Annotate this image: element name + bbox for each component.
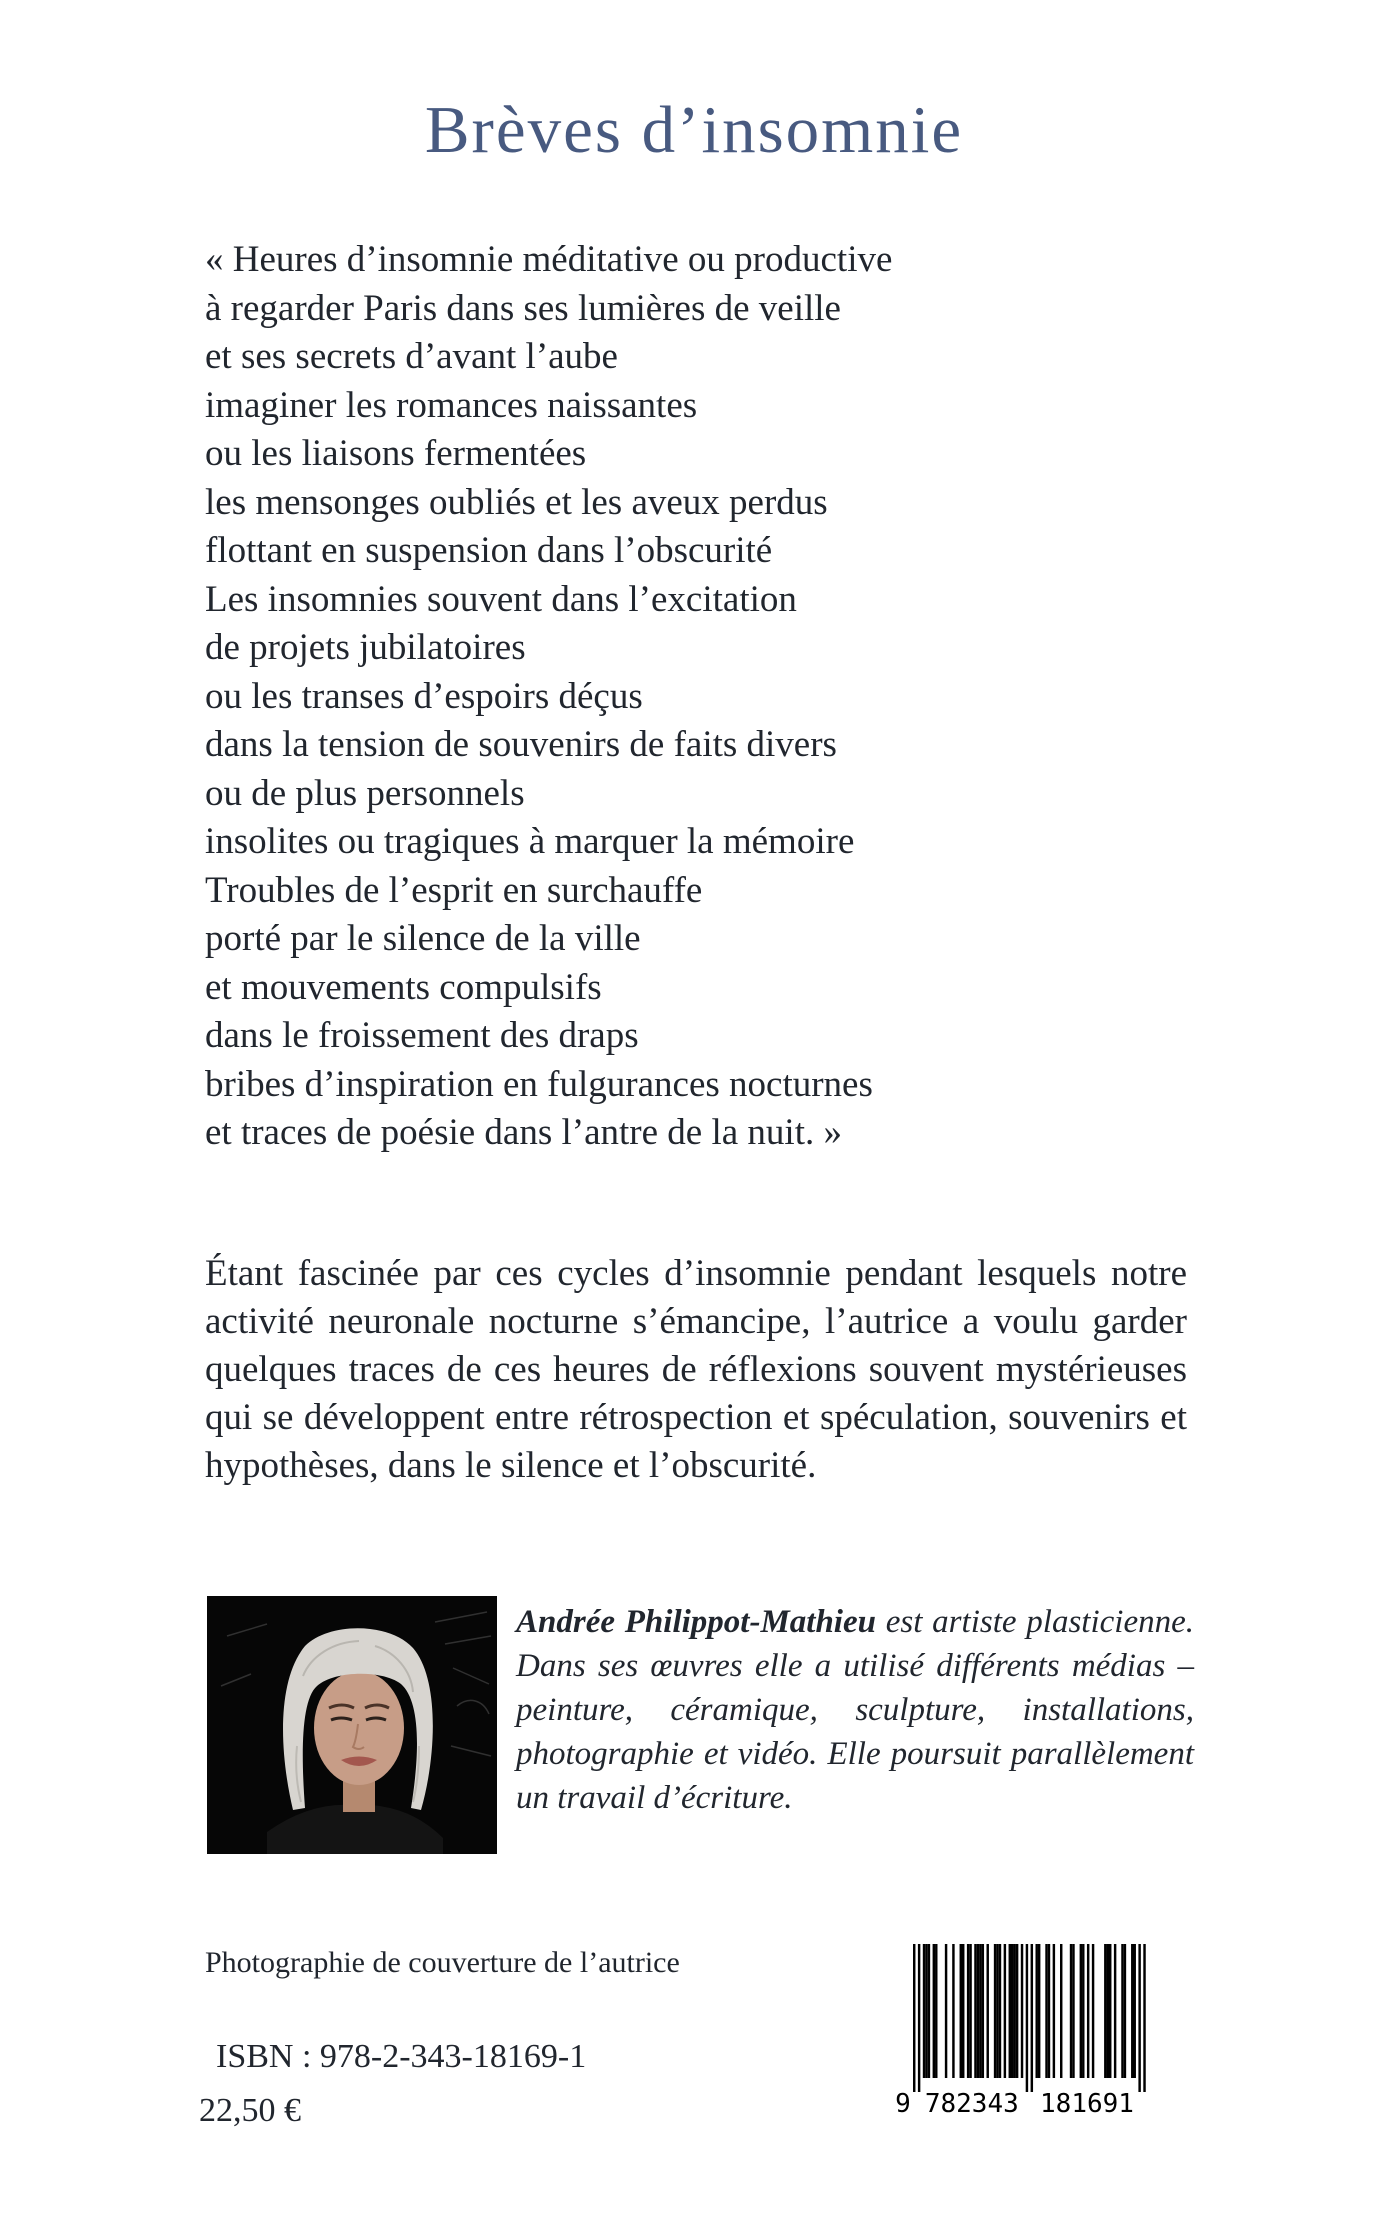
- poem-line: porté par le silence de la ville: [205, 918, 641, 959]
- poem-line: ou les liaisons fermentées: [205, 433, 587, 474]
- poem-line: bribes d’inspiration en fulgurances nocturnes: [205, 1063, 873, 1105]
- poem-line: insolites ou tragiques à marquer la mémoire: [205, 821, 855, 862]
- poem-line: dans la tension de souvenirs de faits divers: [205, 724, 837, 765]
- poem-line: « Heures d’insomnie méditative ou productive: [205, 239, 893, 280]
- poem-line: à regarder Paris dans ses lumières de veille: [205, 287, 841, 329]
- synopsis-paragraph: Étant fascinée par ces cycles d’insomnie pendant lesquels notre activité neuronale nocturne s’émancipe, l’autrice a voulu garder quelques traces de ces heures de réflexions souvent mystérieuses qui se développent entre rétrospection et spéculation, souvenirs et hypothèses, dans le silence et l’obscurité.: [205, 1253, 1187, 1486]
- author-name: Andrée Philippot-Mathieu: [516, 1604, 876, 1640]
- svg-text:181691: 181691: [1040, 2089, 1134, 2118]
- poem-line: imaginer les romances naissantes: [205, 384, 698, 426]
- barcode-svg: [895, 1940, 1165, 2118]
- poem-line: flottant en suspension dans l’obscurité: [205, 530, 773, 571]
- poem-line: et traces de poésie dans l’antre de la nuit. »: [205, 1112, 842, 1153]
- poem-line: ou de plus personnels: [205, 772, 525, 814]
- poem-line: Troubles de l’esprit en surchauffe: [205, 869, 703, 911]
- poem-line: les mensonges oubliés et les aveux perdus: [205, 481, 828, 523]
- book-title: Brèves d’insomnie: [424, 93, 964, 167]
- svg-text:9: 9: [895, 2089, 911, 2118]
- poem-line: et ses secrets d’avant l’aube: [205, 336, 618, 377]
- author-bio-text: est artiste plasticienne. Dans ses œuvres elle a utilisé différents médias – peinture, céramique, sculpture, installations, photographie et vidéo. Elle poursuit parallèlement un travail d’écriture.: [516, 1604, 1194, 1816]
- poem-block: [205, 236, 1205, 1158]
- poem-line: et mouvements compulsifs: [205, 966, 602, 1008]
- svg-text:782343: 782343: [924, 2089, 1019, 2118]
- poem-line: dans le froissement des draps: [205, 1015, 639, 1056]
- author-bio: [516, 1600, 1194, 1820]
- poem-line: ou les transes d’espoirs déçus: [205, 675, 643, 717]
- author-photo: [207, 1596, 497, 1854]
- isbn-line: ISBN : 978-2-343-18169-1: [216, 2038, 587, 2075]
- photo-credit: Photographie de couverture de l’autrice: [205, 1946, 680, 1979]
- poem-line: de projets jubilatoires: [205, 627, 526, 668]
- price: 22,50 €: [199, 2092, 301, 2129]
- poem-line: Les insomnies souvent dans l’excitation: [205, 578, 797, 620]
